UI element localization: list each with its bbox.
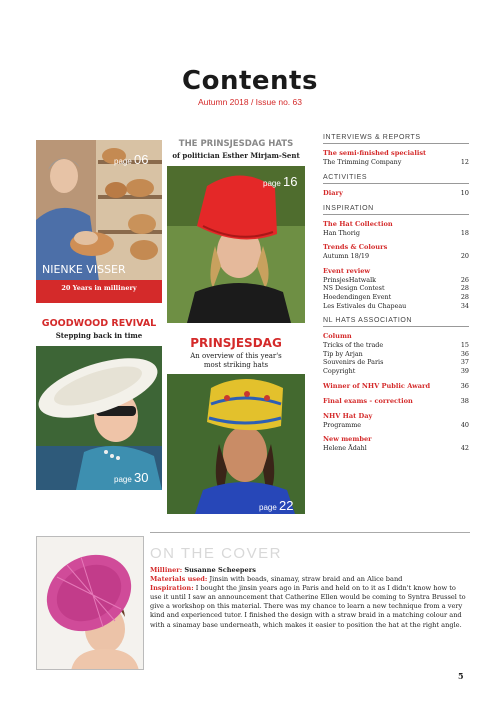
toc-entry-heading[interactable]: NHV Hat Day (323, 411, 373, 420)
pink-hat-image (37, 537, 144, 670)
red-hat-image (167, 166, 305, 323)
milliner-name: Susanne Scheepers (184, 566, 256, 574)
cover-photo (36, 536, 144, 670)
materials-text: Jinsin with beads, sinamay, straw braid and an Alice band (209, 575, 403, 584)
nienke-caption: 20 Years in millinery (61, 284, 137, 292)
yellow-hat-image (167, 374, 305, 514)
goodwood-page-number: 30 (134, 470, 149, 485)
toc-entry-heading[interactable]: Winner of NHV Public Award 36 (323, 381, 469, 390)
prinsjesdag-hats-title: THE PRINSJESDAG HATS (178, 139, 294, 149)
red-hat-photo (167, 166, 305, 323)
toc-category: INTERVIEWS & REPORTS (323, 134, 469, 144)
nienke-page-prefix: page (114, 157, 132, 166)
goodwood-subtitle: Stepping back in time (55, 331, 143, 340)
toc-entry[interactable]: The Trimming Company 12 (323, 158, 469, 166)
prinsjesdag-hats-page-prefix: page (263, 179, 281, 188)
toc-entry[interactable]: Han Thorig 18 (323, 228, 469, 237)
nienke-page-number: 06 (134, 152, 149, 167)
cover-section-title: ON THE COVER (150, 545, 282, 562)
toc-entry-heading[interactable]: Event review (323, 266, 371, 275)
nienke-visser-photo (36, 140, 162, 303)
prinsjesdag-hats-page-number: 16 (283, 174, 298, 189)
prinsjesdag-page-number: 22 (279, 498, 294, 513)
toc-entry-heading[interactable]: Final exams - correction 38 (323, 396, 469, 405)
toc-section-activities (323, 174, 469, 198)
page-number: 5 (458, 671, 464, 681)
toc-column (323, 134, 469, 460)
toc-entry[interactable]: Tip by Arjan 36 (323, 349, 469, 358)
materials-label: Materials used: (150, 575, 208, 584)
prinsjesdag-subtitle-line1: An overview of this year's (190, 352, 282, 360)
toc-section-inspiration (323, 205, 469, 311)
toc-entry[interactable]: NS Design Contest 28 (323, 284, 469, 293)
issue-subtitle: Autumn 2018 / Issue no. 63 (198, 97, 302, 107)
toc-category: INSPIRATION (323, 205, 469, 215)
prinsjesdag-hats-subtitle: of politician Esther Mirjam-Sent (172, 151, 300, 160)
toc-entry[interactable]: Copyright 39 (323, 366, 469, 375)
toc-entry-heading[interactable]: Diary 10 (323, 188, 469, 197)
toc-entry[interactable]: Tricks of the trade 15 (323, 341, 469, 350)
white-hat-image (36, 346, 162, 490)
toc-entry-heading[interactable]: Trends & Colours (323, 243, 388, 252)
toc-entry-heading[interactable]: Column (323, 332, 352, 341)
cover-description (150, 566, 468, 630)
toc-entry[interactable]: Autumn 18/19 20 (323, 252, 469, 261)
toc-entry[interactable]: Hoedendingen Event 28 (323, 292, 469, 301)
inspiration-label: Inspiration: (150, 584, 194, 593)
prinsjesdag-title: PRINSJESDAG (190, 336, 282, 350)
prinsjesdag-page-prefix: page (259, 503, 277, 512)
inspiration-text: I bought the jinsin years ago in Paris and held on to it as I didn't know how to use it until I saw an announcement that Catherine Ellen would be coming to Syntra Brussel to give a workshop on this material. There was my chance to learn a new technique from a very kind and experienced tutor. I finished the design with a straw braid in a matching colour and with a sinamay base underneath, which makes it easier to position the hat at the right angle. (150, 584, 466, 629)
prinsjesdag-photo (167, 374, 305, 514)
nienke-name: NIENKE VISSER (42, 263, 126, 276)
toc-entry[interactable]: Souvenirs de Paris 37 (323, 358, 469, 367)
toc-section-interviews (323, 134, 469, 167)
toc-entry[interactable]: Les Estivales du Chapeau 34 (323, 301, 469, 310)
goodwood-photo (36, 346, 162, 490)
toc-entry-heading[interactable]: The Hat Collection (323, 219, 393, 228)
goodwood-page-prefix: page (114, 475, 132, 484)
goodwood-title: GOODWOOD REVIVAL (41, 318, 157, 329)
milliner-label: Milliner: (150, 566, 183, 574)
toc-section-association (323, 317, 469, 453)
toc-entry-heading[interactable]: New member (323, 435, 372, 444)
toc-entry-heading[interactable]: The semi-finished specialist (323, 149, 427, 157)
prinsjesdag-subtitle-line2: most striking hats (203, 361, 269, 369)
toc-category: NL HATS ASSOCIATION (323, 317, 469, 327)
page-title: Contents (182, 66, 318, 96)
toc-entry[interactable]: Programme 40 (323, 420, 469, 429)
toc-entry[interactable]: Helene Ådahl 42 (323, 444, 469, 453)
toc-entry[interactable]: PrinsjesHatwalk 26 (323, 275, 469, 284)
toc-category: ACTIVITIES (323, 174, 469, 184)
section-divider (150, 532, 470, 533)
